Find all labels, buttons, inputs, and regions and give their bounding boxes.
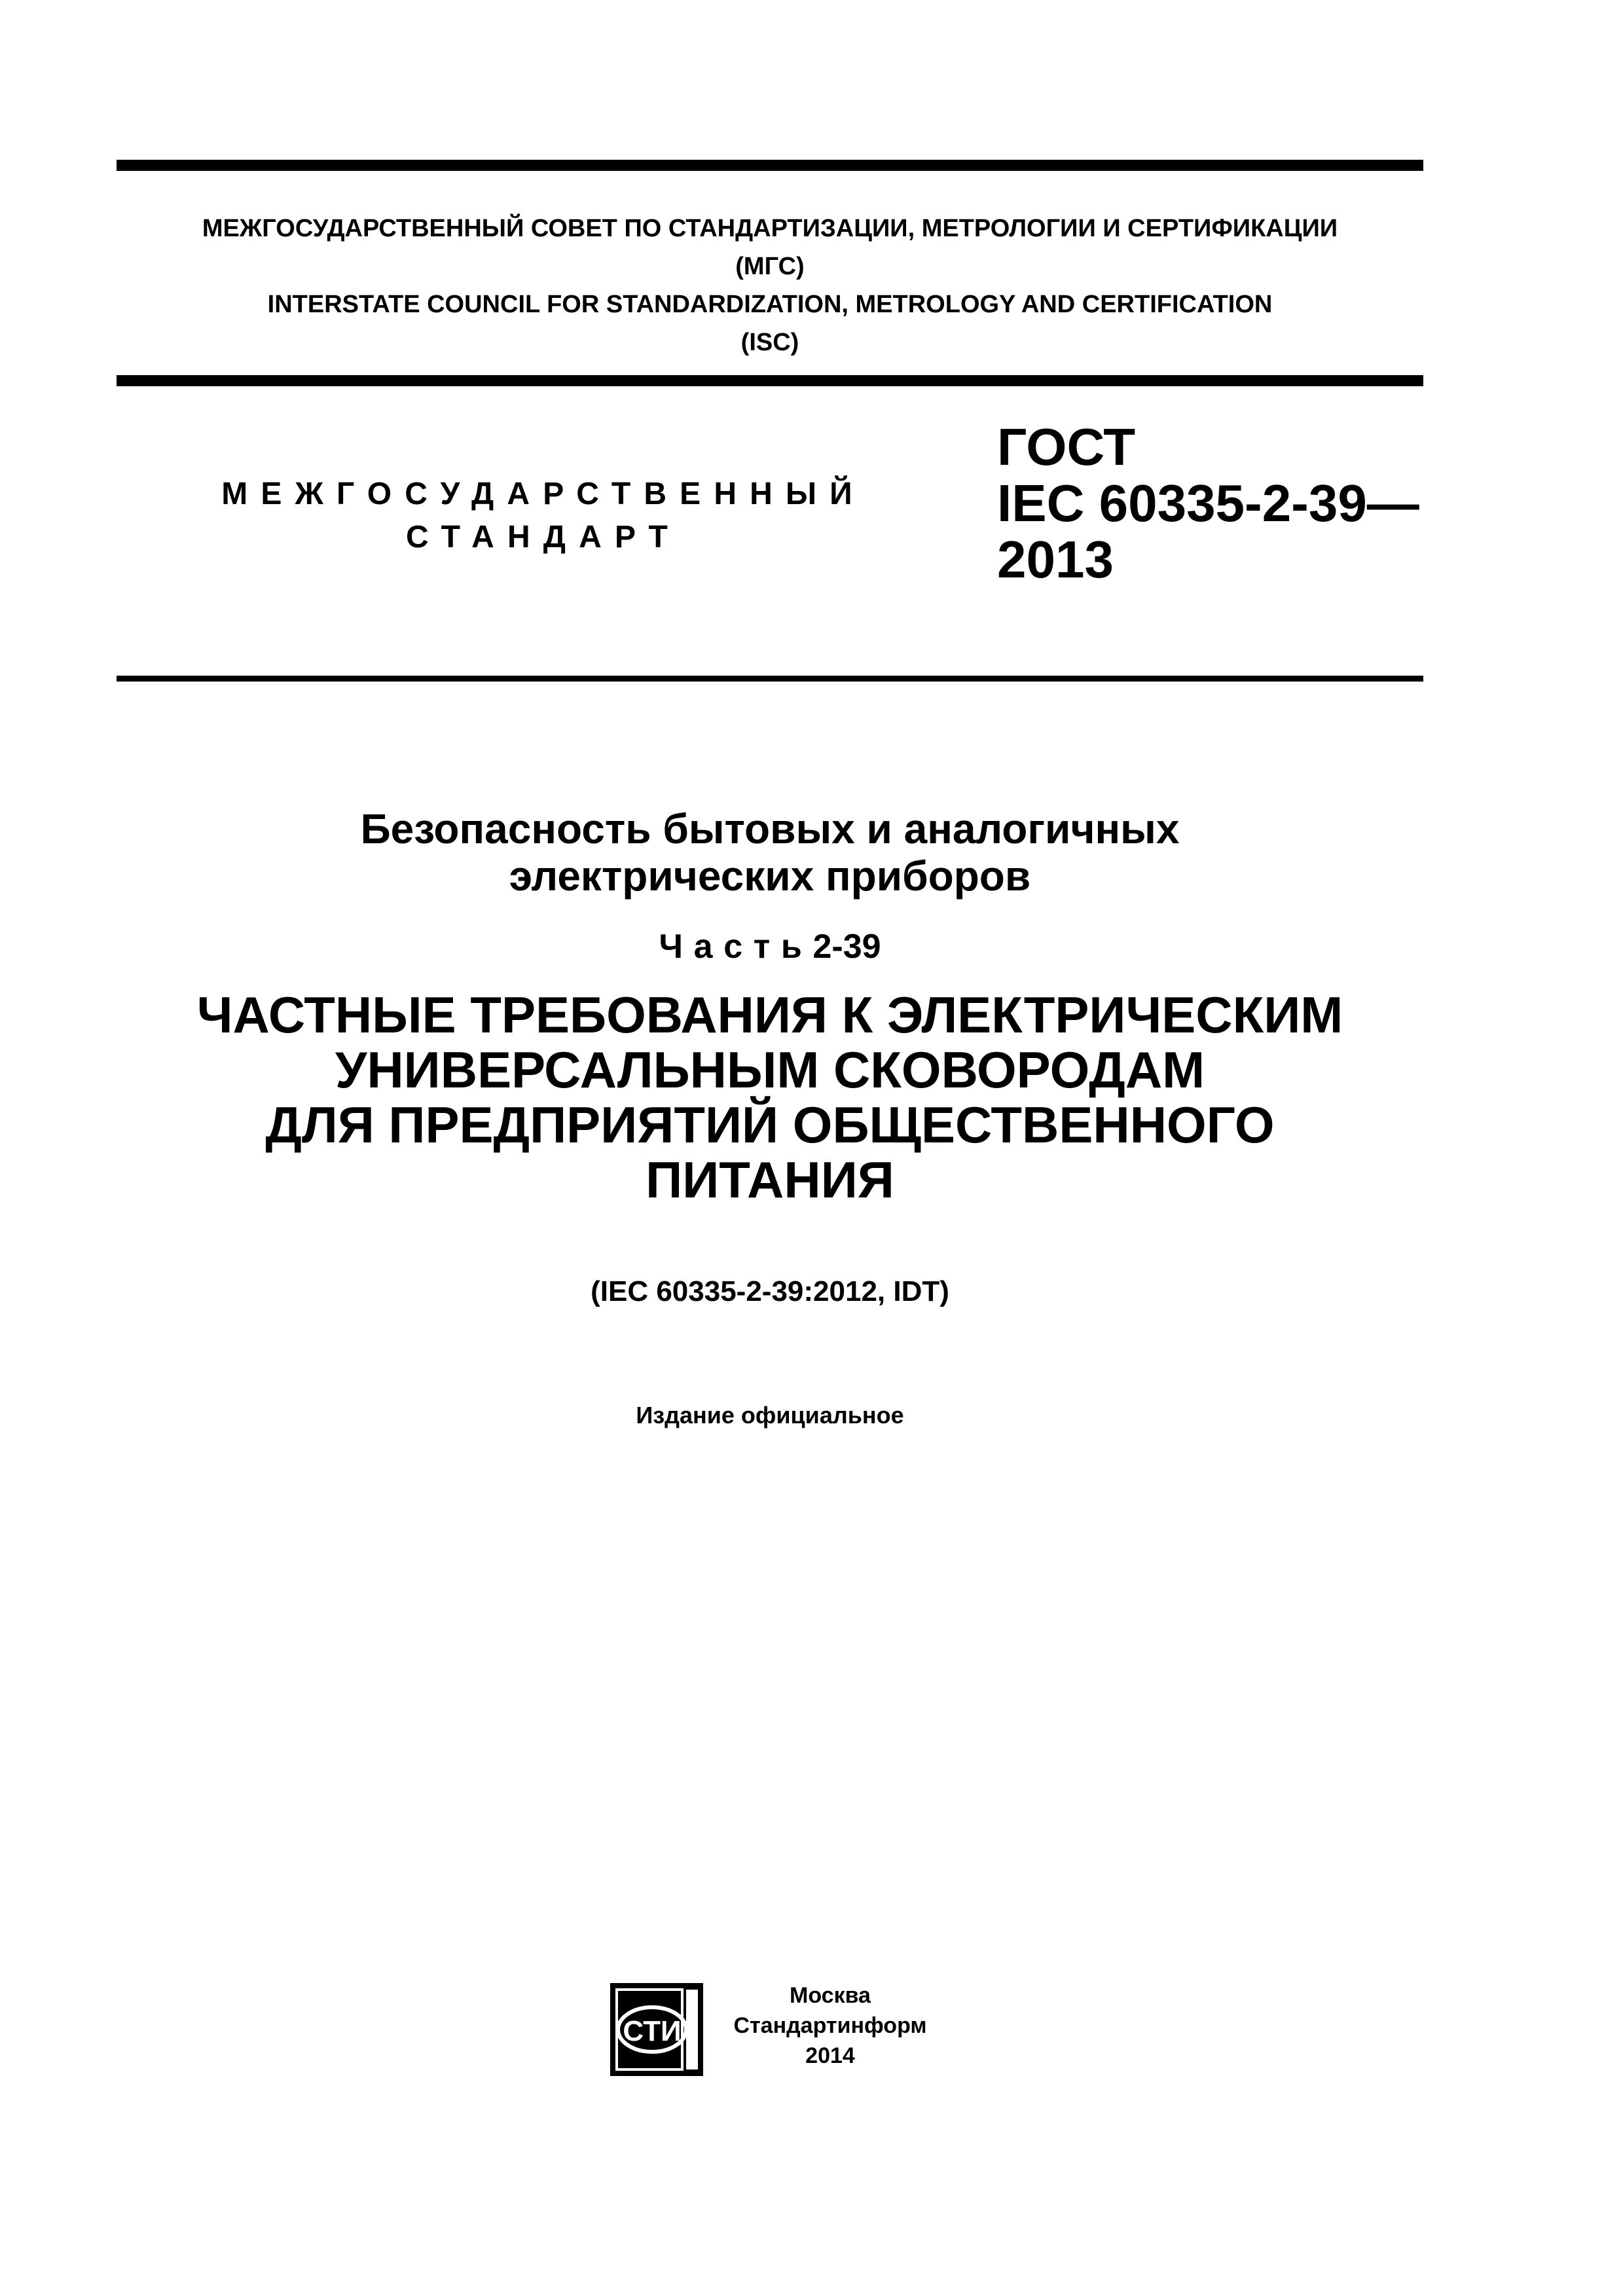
publisher-text [719, 1980, 941, 2071]
standard-kind [216, 473, 871, 559]
council-abbr-en: (ISC) [740, 329, 799, 356]
subtitle [117, 805, 1423, 900]
designation-bottom-rule [117, 676, 1423, 682]
council-name-en: INTERSTATE COUNCIL FOR STANDARDIZATION, METROLOGY AND CERTIFICATION [267, 291, 1273, 318]
main-title-line4: ПИТАНИЯ [646, 1151, 894, 1209]
publisher-block [608, 1980, 948, 2085]
edition-note: Издание официальное [636, 1402, 904, 1429]
publisher-name: Стандартинформ [733, 2013, 927, 2038]
top-rule [117, 160, 1423, 171]
standard-kind-line1: МЕЖГОСУДАРСТВЕННЫЙ [221, 477, 866, 511]
council-bottom-rule [117, 375, 1423, 386]
part-label [117, 926, 1423, 968]
council-abbr-ru: (МГС) [735, 253, 805, 280]
main-title [117, 987, 1423, 1207]
iec-reference: (IEC 60335-2-39:2012, IDT) [591, 1275, 949, 1307]
standard-kind-line2: СТАНДАРТ [406, 520, 681, 555]
main-title-line1: ЧАСТНЫЕ ТРЕБОВАНИЯ К ЭЛЕКТРИЧЕСКИМ [196, 986, 1343, 1044]
gost-line2: IEC 60335-2-39— [997, 474, 1419, 532]
council-name-ru: МЕЖГОСУДАРСТВЕННЫЙ СОВЕТ ПО СТАНДАРТИЗАЦИИ, МЕТРОЛОГИИ И СЕРТИФИКАЦИИ [202, 215, 1338, 242]
title-block [117, 805, 1423, 1430]
main-title-line2: УНИВЕРСАЛЬНЫМ СКОВОРОДАМ [335, 1041, 1205, 1099]
subtitle-line2: электрических приборов [509, 852, 1031, 900]
main-title-line3: ДЛЯ ПРЕДПРИЯТИЙ ОБЩЕСТВЕННОГО [265, 1096, 1275, 1154]
logo-text: СТИ [623, 2015, 682, 2047]
publisher-year: 2014 [805, 2043, 855, 2068]
gost-designation [997, 419, 1419, 588]
part-word: Часть [659, 928, 813, 966]
gost-line3: 2013 [997, 530, 1114, 589]
part-number: 2-39 [812, 928, 881, 966]
standartinform-logo-icon [608, 1980, 706, 2079]
council-header [117, 210, 1423, 361]
gost-line1: ГОСТ [997, 418, 1136, 476]
publisher-city: Москва [790, 1983, 871, 2008]
subtitle-line1: Безопасность бытовых и аналогичных [360, 805, 1180, 852]
